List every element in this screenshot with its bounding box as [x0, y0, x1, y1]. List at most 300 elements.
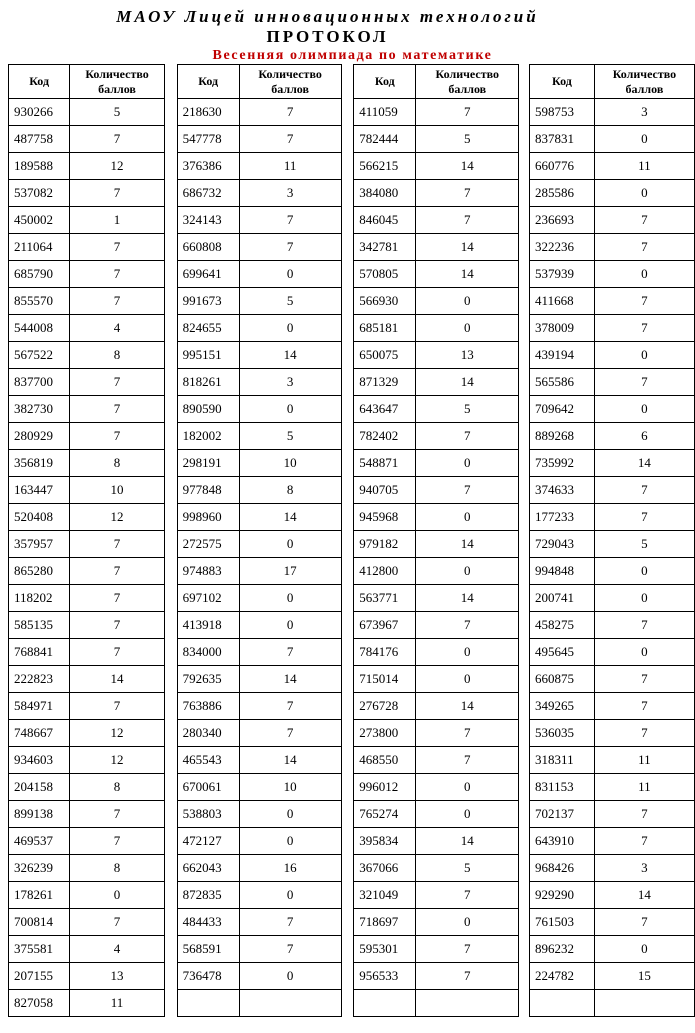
column-gap [164, 612, 177, 639]
participant-code: 890590 [177, 396, 239, 423]
table-row [9, 207, 695, 234]
participant-score: 0 [416, 315, 519, 342]
column-gap [164, 936, 177, 963]
participant-code: 273800 [354, 720, 416, 747]
participant-code: 991673 [177, 288, 239, 315]
participant-code: 979182 [354, 531, 416, 558]
participant-code: 200741 [530, 585, 595, 612]
participant-score: 0 [416, 504, 519, 531]
participant-score [594, 990, 694, 1017]
table-row [9, 882, 695, 909]
participant-code: 818261 [177, 369, 239, 396]
participant-score: 14 [239, 747, 341, 774]
participant-score [416, 990, 519, 1017]
column-gap [164, 747, 177, 774]
column-gap [341, 693, 354, 720]
participant-code: 834000 [177, 639, 239, 666]
participant-code: 736478 [177, 963, 239, 990]
participant-score: 7 [70, 558, 165, 585]
column-gap [164, 882, 177, 909]
participant-score: 0 [70, 882, 165, 909]
participant-score: 14 [594, 882, 694, 909]
participant-code: 236693 [530, 207, 595, 234]
participant-code: 322236 [530, 234, 595, 261]
table-row [9, 963, 695, 990]
table-row [9, 342, 695, 369]
table-row [9, 315, 695, 342]
table-row [9, 180, 695, 207]
column-gap [519, 180, 530, 207]
participant-score: 5 [416, 396, 519, 423]
participant-score: 17 [239, 558, 341, 585]
column-gap [519, 342, 530, 369]
participant-code: 968426 [530, 855, 595, 882]
participant-score: 7 [70, 612, 165, 639]
participant-code: 565586 [530, 369, 595, 396]
column-gap [341, 666, 354, 693]
column-gap [341, 261, 354, 288]
column-gap [164, 990, 177, 1017]
column-gap [341, 990, 354, 1017]
participant-code: 660875 [530, 666, 595, 693]
column-gap [519, 855, 530, 882]
table-row [9, 855, 695, 882]
column-gap [519, 450, 530, 477]
participant-code: 768841 [9, 639, 70, 666]
participant-score: 0 [594, 261, 694, 288]
participant-score: 0 [239, 531, 341, 558]
participant-code: 189588 [9, 153, 70, 180]
participant-code: 458275 [530, 612, 595, 639]
participant-score: 7 [594, 504, 694, 531]
participant-score: 7 [70, 585, 165, 612]
participant-code: 718697 [354, 909, 416, 936]
participant-score: 7 [594, 909, 694, 936]
participant-code: 118202 [9, 585, 70, 612]
score-header-line1: Количество [435, 66, 499, 81]
participant-score: 8 [70, 342, 165, 369]
school-title: МАОУ Лицей инновационных технологий [116, 7, 539, 26]
participant-score: 0 [416, 450, 519, 477]
participant-score: 14 [70, 666, 165, 693]
participant-score: 7 [416, 612, 519, 639]
participant-code: 342781 [354, 234, 416, 261]
participant-score: 10 [70, 477, 165, 504]
column-gap [341, 639, 354, 666]
table-row [9, 450, 695, 477]
participant-score: 14 [416, 531, 519, 558]
participant-code: 824655 [177, 315, 239, 342]
participant-score: 0 [416, 288, 519, 315]
participant-score: 3 [239, 369, 341, 396]
participant-score: 7 [416, 207, 519, 234]
participant-code: 378009 [530, 315, 595, 342]
participant-score: 7 [70, 126, 165, 153]
column-gap [519, 585, 530, 612]
column-gap [164, 855, 177, 882]
participant-code: 765274 [354, 801, 416, 828]
participant-code: 782444 [354, 126, 416, 153]
table-row [9, 369, 695, 396]
column-gap [519, 693, 530, 720]
participant-code: 889268 [530, 423, 595, 450]
column-gap [164, 342, 177, 369]
participant-score: 7 [239, 936, 341, 963]
code-header [530, 65, 595, 99]
table-row [9, 288, 695, 315]
score-header-line1: Количество [85, 66, 149, 81]
table-row [9, 504, 695, 531]
column-gap [164, 99, 177, 126]
participant-score: 4 [70, 315, 165, 342]
participant-score: 8 [70, 855, 165, 882]
score-header [239, 65, 341, 99]
participant-code: 450002 [9, 207, 70, 234]
column-gap [164, 504, 177, 531]
table-row [9, 909, 695, 936]
participant-score: 8 [70, 774, 165, 801]
participant-score: 0 [594, 126, 694, 153]
column-gap [519, 936, 530, 963]
participant-score: 14 [416, 261, 519, 288]
column-gap [341, 477, 354, 504]
participant-code: 643910 [530, 828, 595, 855]
document-title: ПРОТОКОЛ [266, 27, 389, 46]
participant-code: 537939 [530, 261, 595, 288]
table-row [9, 936, 695, 963]
participant-code: 585135 [9, 612, 70, 639]
participant-code: 782402 [354, 423, 416, 450]
participant-code [177, 990, 239, 1017]
participant-code: 163447 [9, 477, 70, 504]
participant-score: 10 [239, 450, 341, 477]
column-gap [341, 585, 354, 612]
participant-code: 595301 [354, 936, 416, 963]
participant-code: 324143 [177, 207, 239, 234]
participant-score: 0 [594, 558, 694, 585]
column-gap [519, 504, 530, 531]
participant-score: 0 [416, 774, 519, 801]
participant-score: 7 [239, 639, 341, 666]
participant-code: 411668 [530, 288, 595, 315]
participant-code: 395834 [354, 828, 416, 855]
participant-score: 12 [70, 504, 165, 531]
participant-score: 11 [239, 153, 341, 180]
participant-score: 7 [70, 693, 165, 720]
participant-score: 7 [70, 288, 165, 315]
column-gap [164, 720, 177, 747]
table-row [9, 531, 695, 558]
participant-code: 977848 [177, 477, 239, 504]
participant-score: 5 [416, 126, 519, 153]
participant-code: 382730 [9, 396, 70, 423]
participant-score: 0 [239, 315, 341, 342]
column-gap [341, 342, 354, 369]
column-gap [519, 990, 530, 1017]
participant-score: 7 [594, 801, 694, 828]
participant-code: 469537 [9, 828, 70, 855]
participant-score: 7 [70, 423, 165, 450]
participant-score: 0 [594, 342, 694, 369]
participant-code: 326239 [9, 855, 70, 882]
participant-code: 998960 [177, 504, 239, 531]
column-gap [341, 288, 354, 315]
column-gap [341, 936, 354, 963]
header-row [9, 65, 695, 99]
participant-code: 272575 [177, 531, 239, 558]
column-gap [164, 288, 177, 315]
participant-code: 709642 [530, 396, 595, 423]
table-row [9, 261, 695, 288]
participant-code: 784176 [354, 639, 416, 666]
column-gap [519, 99, 530, 126]
column-gap [341, 450, 354, 477]
column-gap [519, 477, 530, 504]
participant-code: 567522 [9, 342, 70, 369]
participant-score: 0 [239, 801, 341, 828]
participant-code: 570805 [354, 261, 416, 288]
participant-score: 7 [239, 909, 341, 936]
participant-score: 14 [239, 342, 341, 369]
participant-score: 5 [70, 99, 165, 126]
participant-code: 831153 [530, 774, 595, 801]
column-gap [519, 801, 530, 828]
column-gap [519, 396, 530, 423]
table-row [9, 774, 695, 801]
participant-code: 995151 [177, 342, 239, 369]
participant-score: 6 [594, 423, 694, 450]
participant-score: 7 [594, 207, 694, 234]
column-gap [519, 558, 530, 585]
table-row [9, 612, 695, 639]
participant-score: 8 [70, 450, 165, 477]
participant-score: 7 [416, 882, 519, 909]
participant-score: 7 [594, 720, 694, 747]
participant-code: 945968 [354, 504, 416, 531]
participant-code: 837831 [530, 126, 595, 153]
table-row [9, 828, 695, 855]
participant-score: 7 [239, 693, 341, 720]
participant-code: 686732 [177, 180, 239, 207]
participant-score: 7 [416, 963, 519, 990]
code-header-label: Код [198, 74, 219, 88]
participant-score: 0 [416, 909, 519, 936]
column-gap [164, 126, 177, 153]
column-gap [519, 720, 530, 747]
results-grid [8, 64, 695, 1017]
participant-score: 14 [594, 450, 694, 477]
participant-score: 7 [594, 666, 694, 693]
participant-code: 182002 [177, 423, 239, 450]
participant-score: 14 [239, 504, 341, 531]
participant-score: 0 [239, 261, 341, 288]
participant-code: 520408 [9, 504, 70, 531]
participant-score: 3 [594, 855, 694, 882]
participant-score: 7 [239, 720, 341, 747]
column-gap [341, 747, 354, 774]
column-gap [164, 315, 177, 342]
score-header-line2: баллов [448, 81, 487, 96]
participant-code: 700814 [9, 909, 70, 936]
column-gap [341, 720, 354, 747]
column-gap [519, 153, 530, 180]
participant-score: 15 [594, 963, 694, 990]
participant-code: 930266 [9, 99, 70, 126]
column-gap [341, 99, 354, 126]
participant-code: 412800 [354, 558, 416, 585]
column-gap [164, 558, 177, 585]
participant-score: 7 [70, 639, 165, 666]
participant-code: 536035 [530, 720, 595, 747]
participant-code: 280340 [177, 720, 239, 747]
participant-score: 7 [416, 936, 519, 963]
column-gap [341, 504, 354, 531]
participant-score: 7 [239, 234, 341, 261]
participant-score: 7 [70, 180, 165, 207]
column-gap [164, 234, 177, 261]
table-row [9, 99, 695, 126]
column-gap [341, 315, 354, 342]
column-gap [519, 639, 530, 666]
participant-code: 563771 [354, 585, 416, 612]
column-gap [341, 531, 354, 558]
code-header-label: Код [552, 74, 572, 88]
column-gap [164, 261, 177, 288]
participant-code: 748667 [9, 720, 70, 747]
participant-score: 7 [70, 801, 165, 828]
column-gap [519, 315, 530, 342]
participant-code: 224782 [530, 963, 595, 990]
participant-code: 871329 [354, 369, 416, 396]
table-row [9, 585, 695, 612]
participant-score: 11 [594, 747, 694, 774]
participant-code: 660808 [177, 234, 239, 261]
participant-score: 7 [416, 720, 519, 747]
participant-code: 996012 [354, 774, 416, 801]
participant-code: 896232 [530, 936, 595, 963]
results-table [8, 64, 695, 1017]
participant-score: 7 [594, 315, 694, 342]
participant-score: 12 [70, 153, 165, 180]
participant-score: 7 [594, 828, 694, 855]
column-gap [519, 666, 530, 693]
participant-code: 222823 [9, 666, 70, 693]
participant-code: 566215 [354, 153, 416, 180]
participant-code: 218630 [177, 99, 239, 126]
participant-code: 715014 [354, 666, 416, 693]
score-header-line2: баллов [271, 81, 309, 96]
participant-code: 566930 [354, 288, 416, 315]
participant-code: 699641 [177, 261, 239, 288]
code-header [177, 65, 239, 99]
participant-score: 7 [70, 531, 165, 558]
participant-code: 276728 [354, 693, 416, 720]
participant-score: 5 [239, 288, 341, 315]
participant-code: 495645 [530, 639, 595, 666]
table-row [9, 477, 695, 504]
participant-code: 548871 [354, 450, 416, 477]
table-row [9, 558, 695, 585]
participant-score: 0 [239, 585, 341, 612]
table-row [9, 666, 695, 693]
column-gap [164, 450, 177, 477]
code-header-label: Код [374, 74, 395, 88]
column-gap [164, 585, 177, 612]
participant-code: 211064 [9, 234, 70, 261]
participant-code [354, 990, 416, 1017]
column-gap [164, 65, 177, 99]
participant-code: 411059 [354, 99, 416, 126]
participant-code: 865280 [9, 558, 70, 585]
score-header-line2: баллов [625, 81, 664, 96]
column-gap [341, 855, 354, 882]
participant-code: 662043 [177, 855, 239, 882]
table-row [9, 153, 695, 180]
participant-code: 735992 [530, 450, 595, 477]
participant-score: 10 [239, 774, 341, 801]
column-gap [341, 882, 354, 909]
participant-score: 12 [70, 747, 165, 774]
column-gap [519, 369, 530, 396]
column-gap [519, 909, 530, 936]
participant-score: 1 [70, 207, 165, 234]
column-gap [164, 180, 177, 207]
table-row [9, 693, 695, 720]
column-gap [164, 693, 177, 720]
table-row [9, 639, 695, 666]
score-header [70, 65, 165, 99]
participant-score: 5 [239, 423, 341, 450]
participant-code: 177233 [530, 504, 595, 531]
participant-code: 670061 [177, 774, 239, 801]
participant-code: 660776 [530, 153, 595, 180]
participant-score: 0 [594, 180, 694, 207]
participant-code: 994848 [530, 558, 595, 585]
participant-score: 4 [70, 936, 165, 963]
participant-score: 11 [70, 990, 165, 1017]
participant-code: 827058 [9, 990, 70, 1017]
participant-score: 7 [416, 477, 519, 504]
participant-score: 0 [239, 963, 341, 990]
participant-score: 0 [416, 666, 519, 693]
participant-code: 484433 [177, 909, 239, 936]
participant-score: 7 [70, 828, 165, 855]
table-row [9, 423, 695, 450]
score-header-line2: баллов [98, 81, 136, 96]
participant-code: 685790 [9, 261, 70, 288]
column-gap [164, 828, 177, 855]
column-gap [341, 558, 354, 585]
column-gap [164, 477, 177, 504]
column-gap [341, 153, 354, 180]
participant-code: 413918 [177, 612, 239, 639]
participant-code: 846045 [354, 207, 416, 234]
column-gap [519, 531, 530, 558]
participant-code: 598753 [530, 99, 595, 126]
participant-code: 204158 [9, 774, 70, 801]
participant-score: 16 [239, 855, 341, 882]
participant-score: 7 [594, 234, 694, 261]
participant-score: 13 [416, 342, 519, 369]
participant-code: 729043 [530, 531, 595, 558]
participant-code: 178261 [9, 882, 70, 909]
code-header-label: Код [29, 74, 50, 88]
participant-score: 3 [594, 99, 694, 126]
column-gap [341, 369, 354, 396]
column-gap [519, 261, 530, 288]
column-gap [519, 234, 530, 261]
participant-score: 7 [239, 126, 341, 153]
